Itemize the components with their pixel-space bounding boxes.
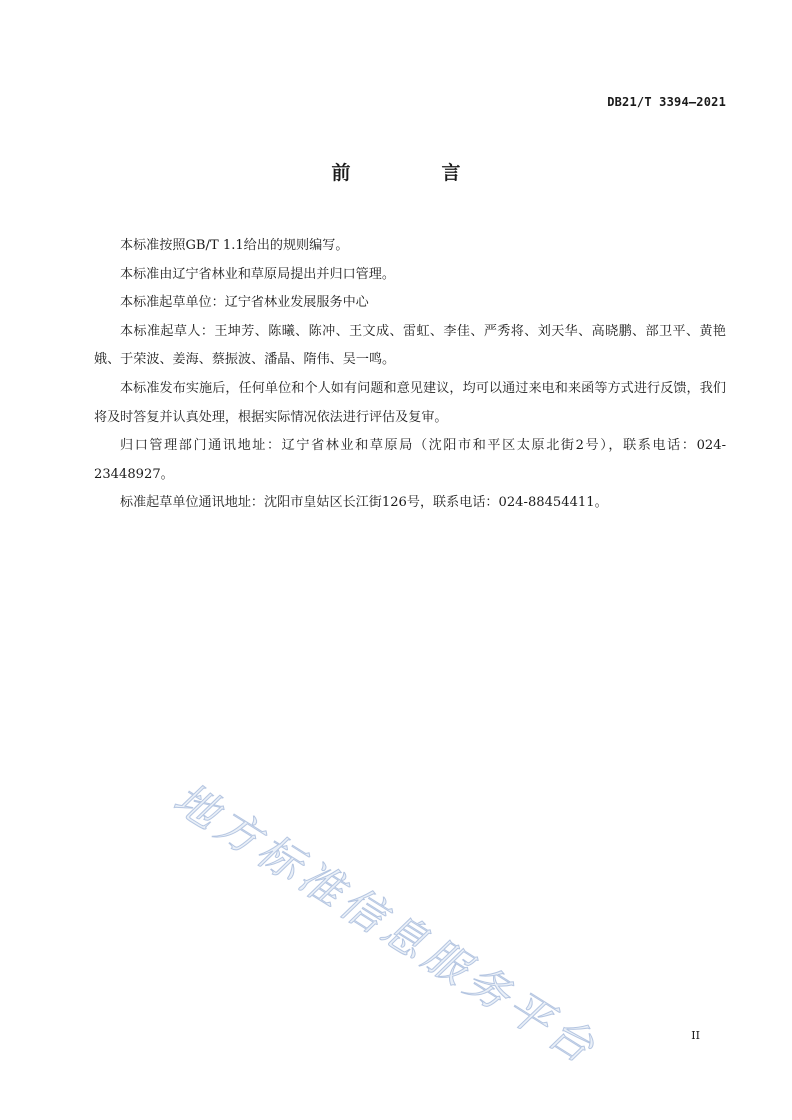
- standard-code: DB21/T 3394—2021: [607, 95, 726, 109]
- paragraph-drafting-rules: 本标准按照GB/T 1.1给出的规则编写。: [120, 238, 349, 253]
- paragraph-authority-address: 归口管理部门通讯地址：辽宁省林业和草原局（沈阳市和平区太原北街2号），联系电话：024-23448927。: [94, 438, 726, 482]
- paragraph-proposer: 本标准由辽宁省林业和草原局提出并归口管理。: [120, 266, 395, 282]
- paragraph-feedback: 本标准发布实施后，任何单位和个人如有问题和意见建议，均可以通过来电和来函等方式进行反馈，我们将及时答复并认真处理，根据实际情况依法进行评估及复审。: [94, 380, 726, 425]
- paragraph-drafting-unit: 本标准起草单位：辽宁省林业发展服务中心: [120, 295, 369, 311]
- watermark-text: 地方标准信息服务平台: [164, 773, 607, 1076]
- page-title: 前 言: [331, 162, 497, 184]
- paragraph-drafters: 本标准起草人：王坤芳、陈曦、陈冲、王文成、雷虹、李佳、严秀将、刘天华、高晓鹏、部卫平、黄艳娥、于荣波、姜海、蔡振波、潘晶、隋伟、吴一鸣。: [94, 323, 726, 368]
- paragraph-drafter-address: 标准起草单位通讯地址：沈阳市皇姑区长江街126号，联系电话：024-88454411。: [120, 495, 608, 511]
- page-number: II: [691, 1029, 700, 1042]
- document-body: [94, 232, 726, 518]
